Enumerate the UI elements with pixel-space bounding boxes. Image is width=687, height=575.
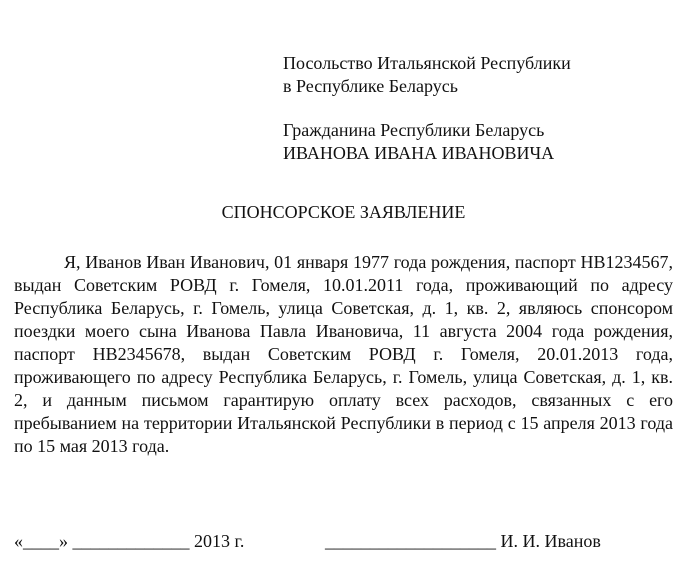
applicant-line-1: Гражданина Республики Беларусь	[283, 120, 545, 140]
addressee-block	[283, 52, 571, 98]
addressee-line-2: в Республике Беларусь	[283, 76, 458, 96]
addressee-line-1: Посольство Итальянской Республики	[283, 53, 571, 73]
document-body: Я, Иванов Иван Иванович, 01 января 1977 года рождения, паспорт НВ1234567, выдан Советским РОВД г. Гомеля, 10.01.2011 года, проживающий по адресу Республика Беларусь, г. Гомель, улица Советская, д. 1, кв. 2, являюсь спонсором поездки моего сына Иванова Павла Ивановича, 11 августа 2004 года рождения, паспорт НВ2345678, выдан Советским РОВД г. Гомеля, 20.01.2013 года, проживающего по адресу Республика Беларусь, г. Гомель, улица Советская, д. 1, кв. 2, и данным письмом гарантирую оплату всех расходов, связанных с его пребыванием на территории Итальянской Республики в период с 15 апреля 2013 года по 15 мая 2013 года.	[14, 252, 673, 456]
applicant-block	[283, 119, 554, 165]
applicant-name: ИВАНОВА ИВАНА ИВАНОВИЧА	[283, 143, 555, 163]
signature-date-line: «____» _____________ 2013 г.	[14, 531, 245, 551]
signature-name-line: ___________________ И. И. Иванов	[325, 531, 601, 551]
document-title: СПОНСОРСКОЕ ЗАЯВЛЕНИЕ	[221, 202, 466, 222]
